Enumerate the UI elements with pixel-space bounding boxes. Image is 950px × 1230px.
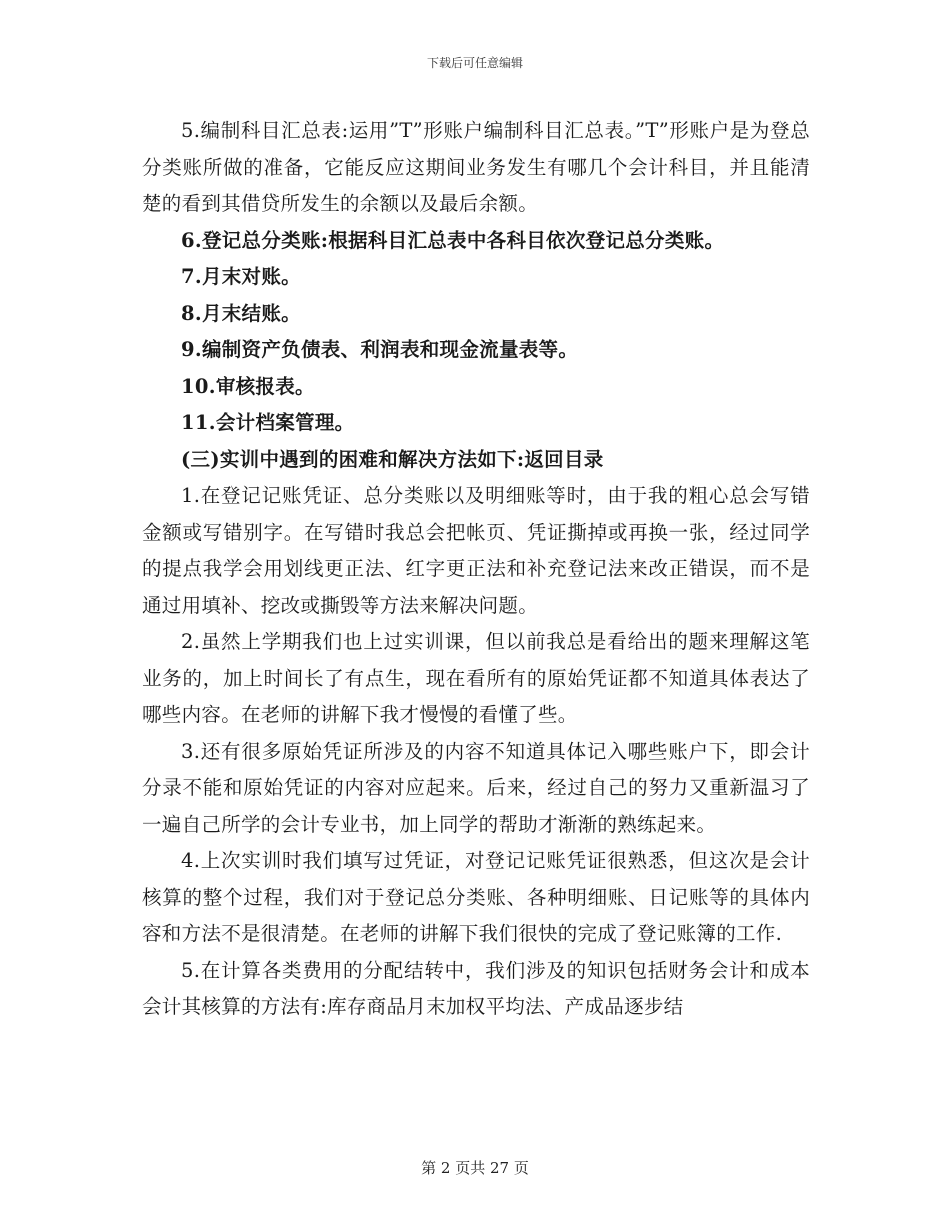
paragraph-7: 11.会计档案管理。	[181, 411, 355, 434]
paragraph-2: 6.登记总分类账:根据科目汇总表中各科目依次登记总分类账。	[181, 228, 725, 252]
paragraph-11: 3.还有很多原始凭证所涉及的内容不知道具体记入哪些账户下，即会计分录不能和原始凭证的内容对应起来。后来，经过自己的努力又重新温习了一遍自己所学的会计专业书，加上同学的帮助才渐渐的熟练起来。	[142, 739, 810, 836]
paragraph-10: 2.虽然上学期我们也上过实训课，但以前我总是看给出的题来理解这笔业务的，加上时间长了有点生，现在看所有的原始凭证都不知道具体表达了哪些内容。在老师的讲解下我才慢慢的看懂了些。	[142, 630, 810, 726]
paragraph-4: 8.月末结账。	[181, 301, 301, 325]
page-footer: 第 2 页共 27 页	[421, 1159, 529, 1177]
document-body	[142, 113, 810, 1026]
page-header: 下载后可任意编辑	[426, 56, 523, 70]
paragraph-12: 4.上次实训时我们填写过凭证，对登记记账凭证很熟悉，但这次是会计核算的整个过程，我们对于登记总分类账、各种明细账、日记账等的具体内容和方法不是很清楚。在老师的讲解下我们很快的完成了登记账簿的工作.	[142, 849, 810, 945]
paragraph-9: 1.在登记记账凭证、总分类账以及明细账等时，由于我的粗心总会写错金额或写错别字。在写错时我总会把帐页、凭证撕掉或再换一张，经过同学的提点我学会用划线更正法、红字更正法和补充登记法来改正错误，而不是通过用填补、挖改或撕毁等方法来解决问题。	[142, 484, 810, 617]
paragraph-6: 10.审核报表。	[181, 374, 315, 398]
section-heading: (三)实训中遇到的困难和解决方法如下:返回目录	[181, 447, 604, 471]
paragraph-13: 5.在计算各类费用的分配结转中，我们涉及的知识包括财务会计和成本会计其核算的方法有:库存商品月末加权平均法、产成品逐步结	[142, 958, 810, 1018]
paragraph-5: 9.编制资产负债表、利润表和现金流量表等。	[181, 338, 579, 361]
paragraph-1: 5.编制科目汇总表:运用”T”形账户编制科目汇总表。”T”形账户是为登总分类账所做的准备，它能反应这期间业务发生有哪几个会计科目，并且能清楚的看到其借贷所发生的余额以及最后余额。	[142, 119, 810, 215]
paragraph-3: 7.月末对账。	[181, 265, 301, 288]
